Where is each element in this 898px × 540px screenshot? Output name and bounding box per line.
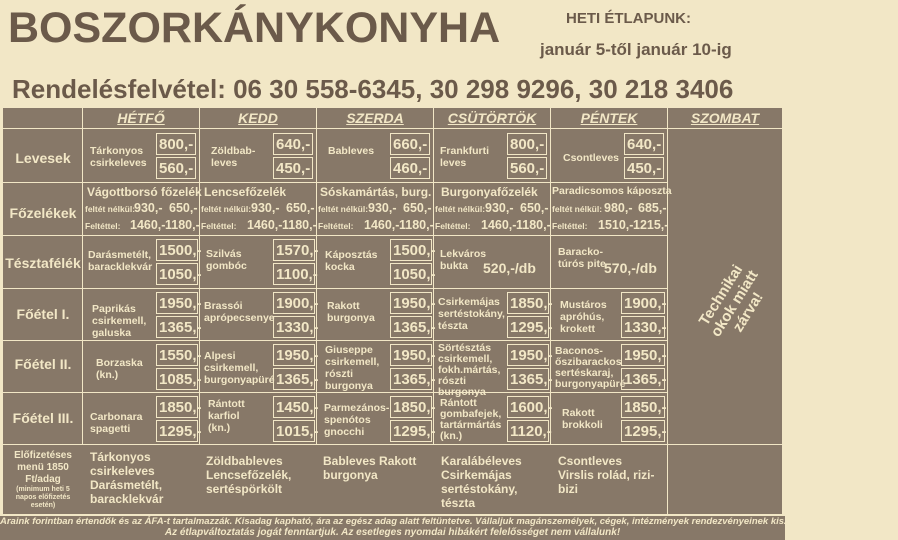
row-label-subscription-menu: Előfizetéses menü 1850 Ft/adag	[14, 450, 72, 485]
pasta-name: Káposztás kocka	[325, 249, 378, 273]
vegetable-price-half: 685,-	[638, 201, 667, 215]
main-price-full: 1600,-	[507, 396, 549, 418]
without-topping-label: feltét nélkül:	[85, 204, 136, 214]
with-topping-label: Feltéttel:	[201, 221, 237, 231]
main-price-half: 1295,-	[621, 420, 665, 442]
soup-price-full: 640,-	[273, 133, 313, 155]
vegetable-dish-name: Paradicsomos káposzta	[552, 185, 672, 197]
soup-name: Zöldbab-leves	[211, 145, 256, 169]
without-topping-label: feltét nélkül:	[201, 204, 252, 214]
main-price-full: 1950,-	[507, 344, 549, 366]
row-divider	[3, 128, 782, 129]
without-topping-label: feltét nélkül:	[435, 204, 486, 214]
pasta-name: Szilvás gombóc	[206, 248, 247, 272]
pasta-price-full: 1500,-	[156, 239, 198, 261]
pasta-name: Darásmetélt, baracklekvár	[88, 249, 153, 273]
vegetable-price-full: 930,-	[134, 201, 163, 215]
saturday-closed-notice: Technikai okok miatt zárva!	[695, 261, 767, 341]
vegetable-topped-price-half: 1215,-	[633, 218, 669, 232]
main-dish-name: Alpesi csirkemell, burgonyapüré	[204, 350, 275, 386]
main-price-full: 1850,-	[507, 292, 549, 314]
vegetable-price-half: 650,-	[520, 201, 549, 215]
soup-name: Frankfurti leves	[440, 145, 490, 169]
vegetable-topped-price-full: 1460,-	[130, 218, 166, 232]
main-dish-name: Brassói aprópecsenye	[204, 300, 275, 324]
vegetable-topped-price-full: 1460,-	[247, 218, 283, 232]
soup-price-full: 640,-	[624, 133, 664, 155]
row-label-main-1: Főétel I.	[16, 306, 70, 322]
row-divider	[3, 288, 667, 289]
main-price-half: 1365,-	[507, 368, 549, 390]
main-price-half: 1120,-	[507, 420, 549, 442]
column-divider	[82, 108, 83, 444]
column-divider	[550, 108, 551, 444]
soup-price-half: 560,-	[156, 157, 196, 179]
main-price-full: 1900,-	[621, 292, 665, 314]
pasta-price-per-piece: 570,-/db	[604, 260, 657, 276]
main-dish-name: Rántott karfiol (kn.)	[208, 398, 245, 434]
vegetable-price-half: 650,-	[286, 201, 315, 215]
main-price-half: 1365,-	[156, 316, 198, 338]
pasta-price-half: 1100,-	[273, 263, 315, 285]
main-price-full: 1850,-	[390, 396, 432, 418]
main-price-full: 1950,-	[156, 292, 198, 314]
with-topping-label: Feltéttel:	[85, 221, 121, 231]
day-tuesday: KEDD	[238, 110, 278, 126]
footer-disclaimer: Az étlapváltoztatás jogát fenntartjuk. Az esetleges nyomdai hibákért felelősséget nem vállalunk!	[164, 527, 621, 538]
pasta-price-half: 1050,-	[390, 263, 432, 285]
subscription-menu-friday: Csontleves Virslis rolád, rizi-bizi	[558, 454, 655, 496]
vegetable-topped-price-full: 1510,-	[598, 218, 634, 232]
main-price-full: 1950,-	[390, 344, 432, 366]
order-phone-numbers: Rendelésfelvétel: 06 30 558-6345, 30 298 9296, 30 218 3406	[12, 74, 734, 104]
main-dish-name: Carbonara spagetti	[90, 411, 143, 435]
day-wednesday: SZERDA	[346, 110, 404, 126]
subscription-menu-wednesday: Bableves Rakott burgonya	[323, 454, 417, 482]
main-price-half: 1365,-	[273, 368, 315, 390]
day-thursday: CSÜTÖRTÖK	[447, 110, 537, 126]
vegetable-price-full: 930,-	[368, 201, 397, 215]
main-price-half: 1295,-	[507, 316, 549, 338]
vegetable-price-full: 930,-	[251, 201, 280, 215]
pasta-price-per-piece: 520,-/db	[483, 260, 536, 276]
vegetable-topped-price-full: 1460,-	[364, 218, 400, 232]
soup-price-full: 660,-	[390, 133, 430, 155]
main-dish-name: Mustáros apróhús, krokett	[560, 299, 607, 335]
main-price-half: 1365,-	[390, 368, 432, 390]
with-topping-label: Feltéttel:	[318, 221, 354, 231]
vegetable-dish-name: Lencsefőzelék	[204, 185, 287, 199]
main-dish-name: Csirkemájas sertéstokány, tészta	[438, 296, 505, 332]
row-label-main-2: Főétel II.	[14, 356, 72, 372]
main-price-full: 1900,-	[273, 292, 315, 314]
row-label-pasta: Tésztafélék	[5, 255, 81, 271]
with-topping-label: Feltéttel:	[435, 221, 471, 231]
main-price-half: 1015,-	[273, 420, 315, 442]
vegetable-topped-price-full: 1460,-	[481, 218, 517, 232]
main-dish-name: Paprikás csirkemell, galuska	[92, 303, 147, 339]
without-topping-label: feltét nélkül:	[318, 204, 369, 214]
with-topping-label: Feltéttel:	[552, 221, 588, 231]
subscription-note: (minimum heti 5 napos előfizetés esetén)	[15, 486, 71, 509]
vegetable-dish-name: Vágottborsó főzelék	[87, 185, 202, 199]
row-divider	[3, 235, 667, 236]
main-price-full: 1550,-	[156, 344, 198, 366]
row-label-main-3: Főétel III.	[12, 410, 74, 426]
footer-price-note: Araink forintban értendők és az ÁFA-t tartalmazzák. Kisadag kapható, ára az egész adag alatt feltüntetve. Vállaljuk magánszemélyek, cégek, intézmények rendezvényeinek kiszállítását! (150 Ft/sz. clm)	[0, 516, 898, 527]
vegetable-topped-price-half: 1180,-	[399, 218, 434, 232]
vegetable-topped-price-half: 1180,-	[165, 218, 200, 232]
main-price-full: 1850,-	[621, 396, 665, 418]
day-saturday: SZOMBAT	[690, 110, 760, 126]
main-price-full: 1950,-	[621, 344, 665, 366]
day-friday: PÉNTEK	[580, 110, 638, 126]
main-price-half: 1295,-	[390, 420, 432, 442]
main-price-full: 1850,-	[156, 396, 198, 418]
main-price-half: 1295,-	[156, 420, 198, 442]
main-price-half: 1330,-	[621, 316, 665, 338]
main-price-full: 1950,-	[390, 292, 432, 314]
soup-name: Csontleves	[563, 152, 620, 164]
row-label-soups: Levesek	[15, 150, 71, 166]
main-dish-name: Parmezános-spenótos gnocchi	[324, 402, 390, 438]
vegetable-dish-name: Burgonyafőzelék	[441, 185, 538, 199]
soup-price-half: 460,-	[390, 157, 430, 179]
soup-price-full: 800,-	[507, 133, 547, 155]
pasta-price-full: 1570,-	[273, 239, 315, 261]
soup-price-half: 450,-	[624, 157, 664, 179]
subscription-menu-thursday: Karalábéleves Csirkemájas sertéstokány, tészta	[441, 454, 522, 510]
without-topping-label: feltét nélkül:	[552, 204, 603, 214]
subscription-menu-monday: Tárkonyos csirkeleves Darásmetélt, baracklekvár	[90, 450, 164, 506]
row-divider	[3, 340, 667, 341]
pasta-price-half: 1050,-	[156, 263, 198, 285]
day-monday: HÉTFŐ	[117, 110, 165, 126]
restaurant-title: BOSZORKÁNYKONYHA	[8, 4, 501, 52]
main-dish-name: Baconos-őszibarackos sertéskaraj, burgonyapüré	[555, 345, 626, 390]
menu-date-range: január 5-től január 10-ig	[540, 40, 732, 59]
soup-price-full: 800,-	[156, 133, 196, 155]
vegetable-price-full: 980,-	[604, 201, 633, 215]
main-price-half: 1085,-	[156, 368, 198, 390]
weekly-menu-heading: HETI ÉTLAPUNK:	[566, 10, 691, 27]
main-price-full: 1450,-	[273, 396, 315, 418]
main-dish-name: Rakott burgonya	[327, 300, 375, 324]
subscription-menu-tuesday: Zöldbableves Lencsefőzelék, sertéspörkölt	[206, 454, 292, 496]
column-divider	[667, 108, 668, 514]
pasta-name: Baracko-túrós pite	[558, 246, 606, 270]
soup-name: Tárkonyos csirkeleves	[90, 145, 147, 169]
pasta-name: Lekváros bukta	[440, 248, 487, 272]
row-label-vegetable-dishes: Főzelékek	[9, 205, 77, 221]
row-divider	[3, 392, 667, 393]
main-price-half: 1330,-	[273, 316, 315, 338]
main-dish-name: Rakott brokkoli	[562, 407, 603, 431]
vegetable-dish-name: Sóskamártás, burg.	[320, 185, 432, 199]
main-dish-name: Sörtésztás csirkemell, fokh.mártás, rószti burgonya	[438, 342, 501, 398]
main-dish-name: Giuseppe csirkemell, rószti burgonya	[325, 344, 380, 392]
main-dish-name: Borzaska (kn.)	[96, 357, 143, 381]
row-divider	[3, 444, 782, 445]
vegetable-price-half: 650,-	[169, 201, 198, 215]
row-divider	[3, 182, 667, 183]
main-price-half: 1365,-	[621, 368, 665, 390]
vegetable-topped-price-half: 1180,-	[282, 218, 317, 232]
main-price-full: 1950,-	[273, 344, 315, 366]
main-price-half: 1365,-	[390, 316, 432, 338]
soup-name: Bableves	[328, 145, 375, 157]
soup-price-half: 560,-	[507, 157, 547, 179]
vegetable-topped-price-half: 1180,-	[516, 218, 551, 232]
main-dish-name: Rántott gombafejek, tartármártás (kn.)	[440, 397, 502, 442]
pasta-price-full: 1500,-	[390, 239, 432, 261]
vegetable-price-half: 650,-	[403, 201, 432, 215]
vegetable-price-full: 930,-	[485, 201, 514, 215]
soup-price-half: 450,-	[273, 157, 313, 179]
